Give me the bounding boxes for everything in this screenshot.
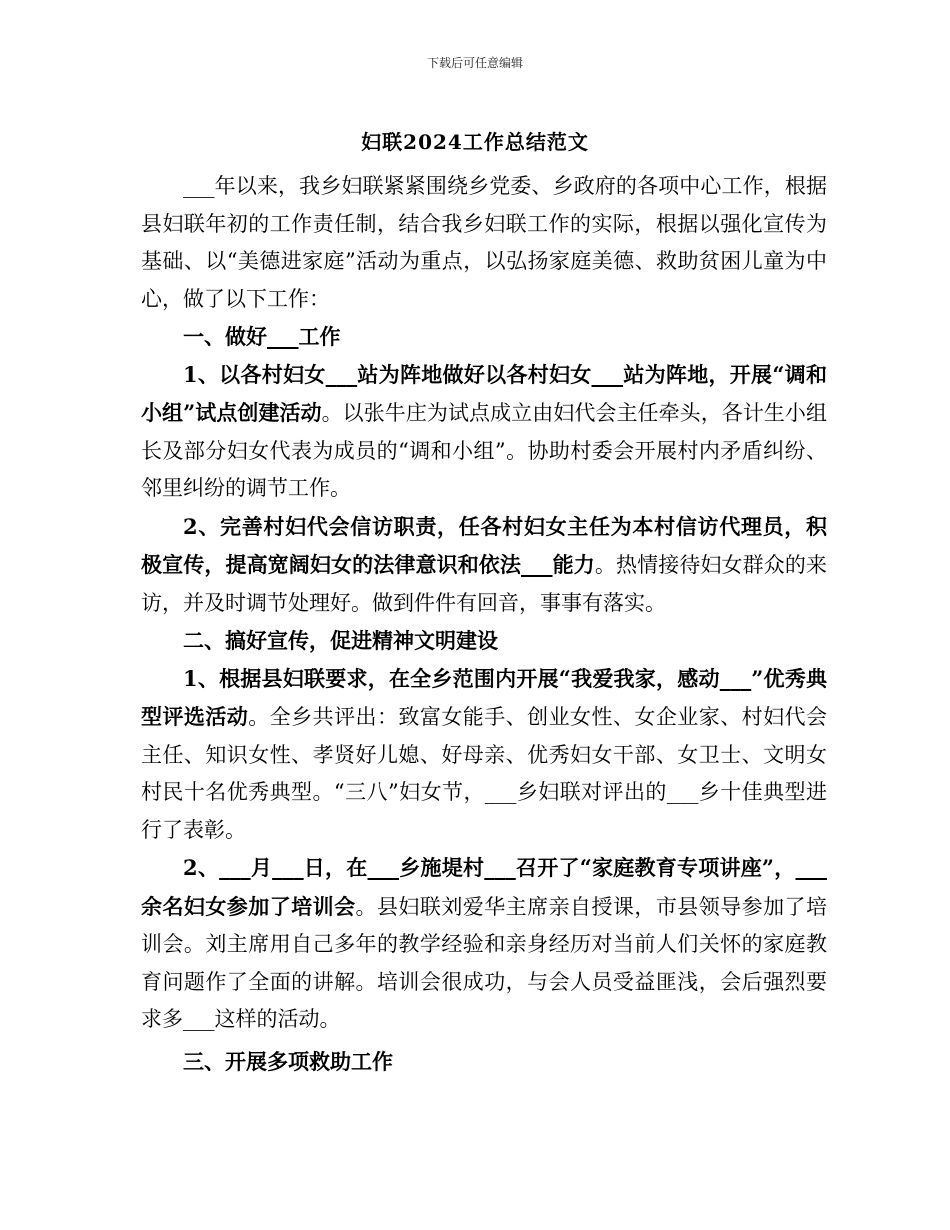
- document-body: [141, 168, 827, 1080]
- header-note: 下载后可任意编辑: [426, 56, 523, 70]
- paragraph-2-1: [141, 660, 827, 850]
- document-title: 妇联2024工作总结范文: [361, 130, 589, 154]
- paragraph-text: 。全乡共评出：致富女能手、创业女性、女企业家、村妇代会主任、知识女性、孝贤好儿媳、好母亲、优秀妇女干部、女卫士、文明女村民十名优秀典型。“三八”妇女节，___乡妇联对评出的___乡十佳典型进行了表彰。: [141, 705, 828, 842]
- paragraph-1-1: [141, 356, 827, 508]
- section-heading-3: 三、开展多项救助工作: [183, 1048, 393, 1074]
- paragraph-lead: 1、根据县妇联要求，在全乡范围内开展“我爱我家，感动___”优秀典型评选活动: [141, 665, 827, 729]
- paragraph-lead: 2、___月___日，在___乡施堤村___召开了“家庭教育专项讲座”，___余名妇女参加了培训会: [141, 855, 827, 919]
- paragraph-intro: ___年以来，我乡妇联紧紧围绕乡党委、乡政府的各项中心工作，根据县妇联年初的工作责任制，结合我乡妇联工作的实际，根据以强化宣传为基础、以“美德进家庭”活动为重点，以弘扬家庭美德、救助贫困儿童为中心，做了以下工作：: [141, 174, 827, 311]
- paragraph-2-2: [141, 849, 827, 1039]
- section-heading-2: 二、搞好宣传，促进精神文明建设: [183, 628, 498, 653]
- paragraph-text: 。县妇联刘爱华主席亲自授课，市县领导参加了培训会。刘主席用自己多年的教学经验和亲身经历对当前人们关怀的家庭教育问题作了全面的讲解。培训会很成功，与会人员受益匪浅，会后强烈要求多___这样的活动。: [141, 894, 827, 1031]
- section-heading-1: 一、做好___工作: [183, 324, 341, 349]
- paragraph-lead: 2、完善村妇代会信访职责，任各村妇女主任为本村信访代理员，积极宣传，提高宽阔妇女的法律意识和依法___能力: [141, 513, 827, 577]
- paragraph-text: 。热情接待妇女群众的来访，并及时调节处理好。做到件件有回音，事事有落实。: [141, 553, 828, 615]
- paragraph-text: 。以张牛庄为试点成立由妇代会主任牵头，各计生小组长及部分妇女代表为成员的“调和小组”。协助村委会开展村内矛盾纠纷、邻里纠纷的调节工作。: [141, 401, 827, 500]
- paragraph-1-2: [141, 508, 827, 623]
- paragraph-lead: 1、以各村妇女___站为阵地做好以各村妇女___站为阵地，开展“调和小组”试点创建活动: [141, 361, 827, 425]
